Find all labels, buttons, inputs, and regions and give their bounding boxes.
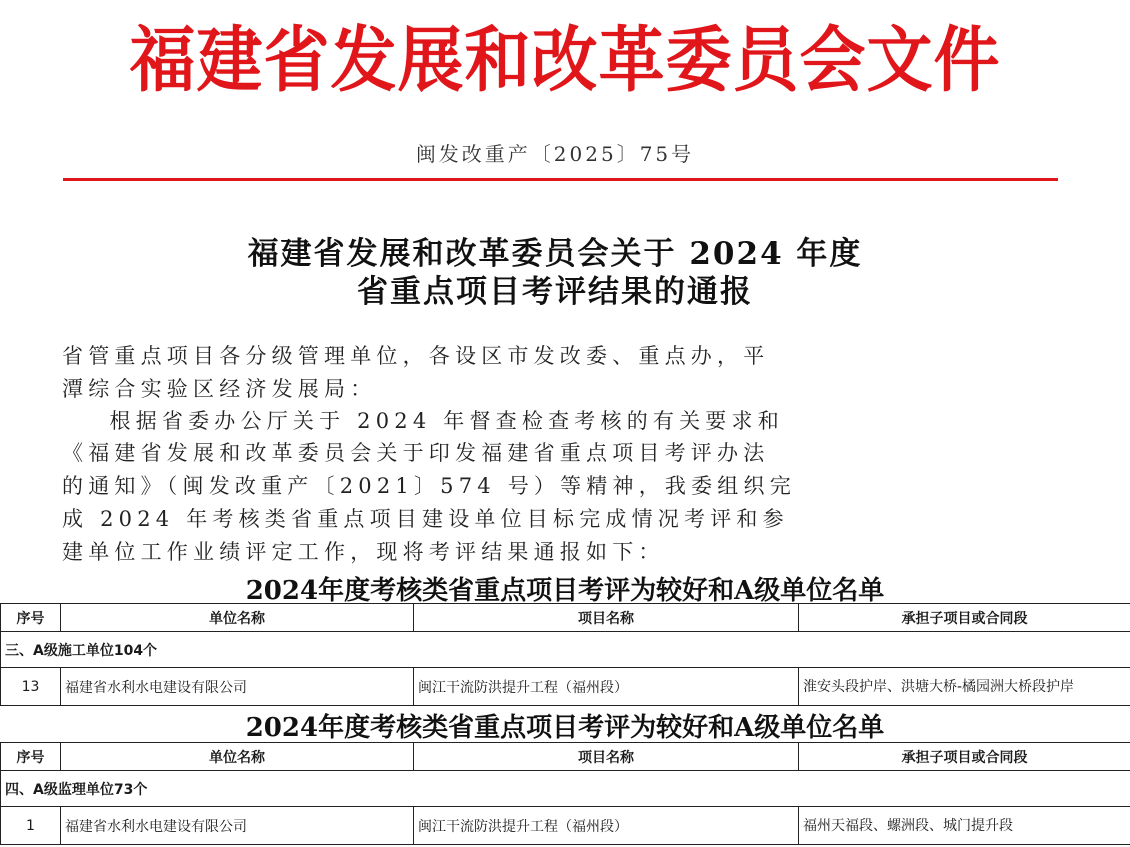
row-no: 1 <box>1 807 61 845</box>
row-no: 13 <box>1 668 61 706</box>
body-line: 建单位工作业绩评定工作，现将考评结果通报如下： <box>62 540 665 564</box>
document-number: 闽发改重产〔2025〕75号 <box>415 142 695 166</box>
row-project: 闽江干流防洪提升工程（福州段） <box>414 807 799 845</box>
section-label: 三、A级施工单位104个 <box>1 632 1130 668</box>
body-line: 成 2024 年考核类省重点项目建设单位目标完成情况考评和参 <box>62 507 789 531</box>
section-label: 四、A级监理单位73个 <box>1 771 1130 807</box>
row-segment: 福州天福段、螺洲段、城门提升段 <box>799 807 1130 845</box>
header-project: 项目名称 <box>414 743 799 771</box>
result-table-construction <box>0 603 1130 706</box>
row-unit: 福建省水利水电建设有限公司 <box>61 668 414 706</box>
notice-title-line1: 福建省发展和改革委员会关于 2024 年度 <box>247 236 863 272</box>
header-no: 序号 <box>1 743 61 771</box>
table-row <box>1 668 1130 706</box>
body-line: 省管重点项目各分级管理单位，各设区市发改委、重点办，平 <box>62 344 770 368</box>
list-title: 2024年度考核类省重点项目考评为较好和A级单位名单 <box>245 713 885 743</box>
header-unit: 单位名称 <box>61 604 414 632</box>
header-unit: 单位名称 <box>61 743 414 771</box>
header-segment: 承担子项目或合同段 <box>799 743 1130 771</box>
header-segment: 承担子项目或合同段 <box>799 604 1130 632</box>
header-no: 序号 <box>1 604 61 632</box>
table-row <box>1 807 1130 845</box>
notice-title-line2: 省重点项目考评结果的通报 <box>357 274 753 310</box>
body-line: 《福建省发展和改革委员会关于印发福建省重点项目考评办法 <box>62 441 770 465</box>
row-segment: 淮安头段护岸、洪塘大桥-橘园洲大桥段护岸 <box>799 668 1130 706</box>
list-title: 2024年度考核类省重点项目考评为较好和A级单位名单 <box>245 576 885 606</box>
body-line: 根据省委办公厅关于 2024 年督查检查考核的有关要求和 <box>62 409 784 433</box>
red-divider <box>63 178 1058 181</box>
row-unit: 福建省水利水电建设有限公司 <box>61 807 414 845</box>
issuer-title: 福建省发展和改革委员会文件 <box>129 17 1001 102</box>
body-line: 的通知》（闽发改重产〔2021〕574 号）等精神，我委组织完 <box>62 474 796 498</box>
row-project: 闽江干流防洪提升工程（福州段） <box>414 668 799 706</box>
header-project: 项目名称 <box>414 604 799 632</box>
body-line: 潭综合实验区经济发展局： <box>62 377 377 401</box>
result-table-supervision <box>0 742 1130 845</box>
